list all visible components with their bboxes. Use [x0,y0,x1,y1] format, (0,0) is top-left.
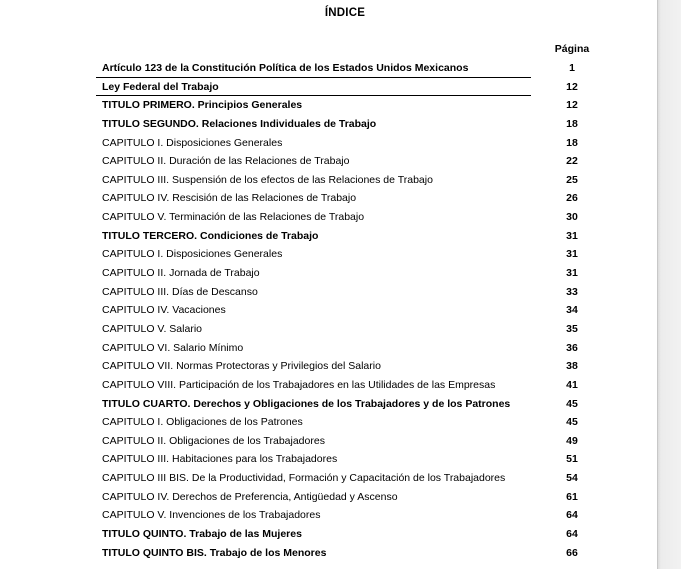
toc-entry-label: CAPITULO I. Disposiciones Generales [102,248,283,261]
toc-entry-label: CAPITULO V. Invenciones de los Trabajadores [102,509,321,522]
toc-entry[interactable] [0,450,657,469]
toc-entry-page-number: 64 [566,528,578,541]
toc-entry[interactable] [0,59,657,78]
toc-entry[interactable] [0,208,657,227]
toc-entry-label: CAPITULO IV. Vacaciones [102,304,226,317]
toc-entry[interactable] [0,506,657,525]
toc-entry-page-number: 45 [566,397,578,410]
toc-entry[interactable] [0,245,657,264]
toc-entry-page-number: 22 [566,155,578,168]
toc-entry-label: CAPITULO VI. Salario Mínimo [102,341,244,354]
toc-entry-label: TITULO SEGUNDO. Relaciones Individuales de Trabajo [102,117,377,130]
toc-entry-label: Artículo 123 de la Constitución Política de los Estados Unidos Mexicanos [102,62,469,74]
toc-entry-label: CAPITULO III BIS. De la Productividad, Formación y Capacitación de los Trabajadores [102,472,506,485]
toc-entry[interactable] [0,134,657,153]
toc-entry-label: CAPITULO II. Obligaciones de los Trabajadores [102,434,325,447]
toc-entry-label: TITULO PRIMERO. Principios Generales [102,99,303,112]
toc-entry-label: CAPITULO II. Jornada de Trabajo [102,267,260,280]
toc-entry[interactable] [0,96,657,115]
toc-entry[interactable] [0,432,657,451]
toc-entry-page-number: 61 [566,490,578,503]
toc-entry-page-number: 51 [566,453,578,466]
toc-entry-page-number: 31 [566,267,578,280]
toc-entry-page-number: 33 [566,285,578,298]
toc-entry-label: CAPITULO II. Duración de las Relaciones de Trabajo [102,155,350,168]
toc-entry[interactable] [0,283,657,302]
toc-entry-page-number: 45 [566,416,578,429]
toc-entry[interactable] [0,320,657,339]
toc-entry[interactable] [0,227,657,246]
toc-entry-page-number: 25 [566,173,578,186]
toc-entry[interactable] [0,395,657,414]
toc-entry-page-number: 34 [566,304,578,317]
toc-entry-label: TITULO QUINTO BIS. Trabajo de los Menores [102,546,327,559]
table-of-contents [0,59,657,562]
toc-entry-page-number: 12 [566,99,578,112]
toc-entry[interactable] [0,544,657,563]
toc-entry-page-number: 38 [566,360,578,373]
toc-entry-page-number: 31 [566,229,578,242]
toc-entry-label: CAPITULO V. Terminación de las Relaciones de Trabajo [102,211,365,224]
toc-entry-label: CAPITULO III. Habitaciones para los Trabajadores [102,453,338,466]
toc-entry-label: TITULO QUINTO. Trabajo de las Mujeres [102,528,302,541]
toc-entry[interactable] [0,525,657,544]
toc-entry-label: CAPITULO III. Días de Descanso [102,285,258,298]
toc-entry[interactable] [0,413,657,432]
toc-entry[interactable] [0,189,657,208]
toc-entry[interactable] [0,376,657,395]
page-column-header: Página [554,43,590,55]
toc-entry-page-number: 54 [566,472,578,485]
viewer-scroll-edge[interactable] [657,0,681,569]
toc-entry-page-number: 31 [566,248,578,261]
toc-entry-page-number: 18 [566,117,578,130]
toc-entry-label: CAPITULO I. Obligaciones de los Patrones [102,416,303,429]
toc-entry-page-number: 66 [566,546,578,559]
toc-entry-page-number: 12 [566,80,578,93]
document-title: ÍNDICE [324,7,366,19]
toc-entry[interactable] [0,301,657,320]
toc-entry-label: CAPITULO VIII. Participación de los Trabajadores en las Utilidades de las Empresas [102,378,496,391]
toc-entry-page-number: 49 [566,434,578,447]
toc-entry-page-number: 18 [566,136,578,149]
toc-entry-page-number: 35 [566,322,578,335]
toc-entry[interactable] [0,264,657,283]
toc-entry-label: CAPITULO V. Salario [102,322,202,335]
toc-entry[interactable] [0,152,657,171]
toc-entry-label: CAPITULO VII. Normas Protectoras y Privilegios del Salario [102,360,381,373]
toc-entry-label: CAPITULO I. Disposiciones Generales [102,136,283,149]
toc-entry-label: TITULO TERCERO. Condiciones de Trabajo [102,229,319,242]
toc-entry[interactable] [0,78,657,97]
toc-entry-label: CAPITULO IV. Derechos de Preferencia, Antigüedad y Ascenso [102,490,398,503]
toc-entry[interactable] [0,469,657,488]
toc-entry-label: CAPITULO III. Suspensión de los efectos de las Relaciones de Trabajo [102,173,433,186]
toc-entry[interactable] [0,171,657,190]
toc-entry-label: CAPITULO IV. Rescisión de las Relaciones de Trabajo [102,192,357,205]
toc-entry-page-number: 30 [566,211,578,224]
toc-entry-label: Ley Federal del Trabajo [102,80,219,93]
toc-entry-label: TITULO CUARTO. Derechos y Obligaciones de los Trabajadores y de los Patrones [102,397,511,410]
toc-entry[interactable] [0,115,657,134]
toc-entry-page-number: 1 [569,62,575,74]
toc-entry-page-number: 41 [566,378,578,391]
toc-entry[interactable] [0,357,657,376]
toc-entry[interactable] [0,488,657,507]
toc-entry[interactable] [0,339,657,358]
toc-entry-page-number: 36 [566,341,578,354]
toc-entry-page-number: 26 [566,192,578,205]
toc-entry-page-number: 64 [566,509,578,522]
